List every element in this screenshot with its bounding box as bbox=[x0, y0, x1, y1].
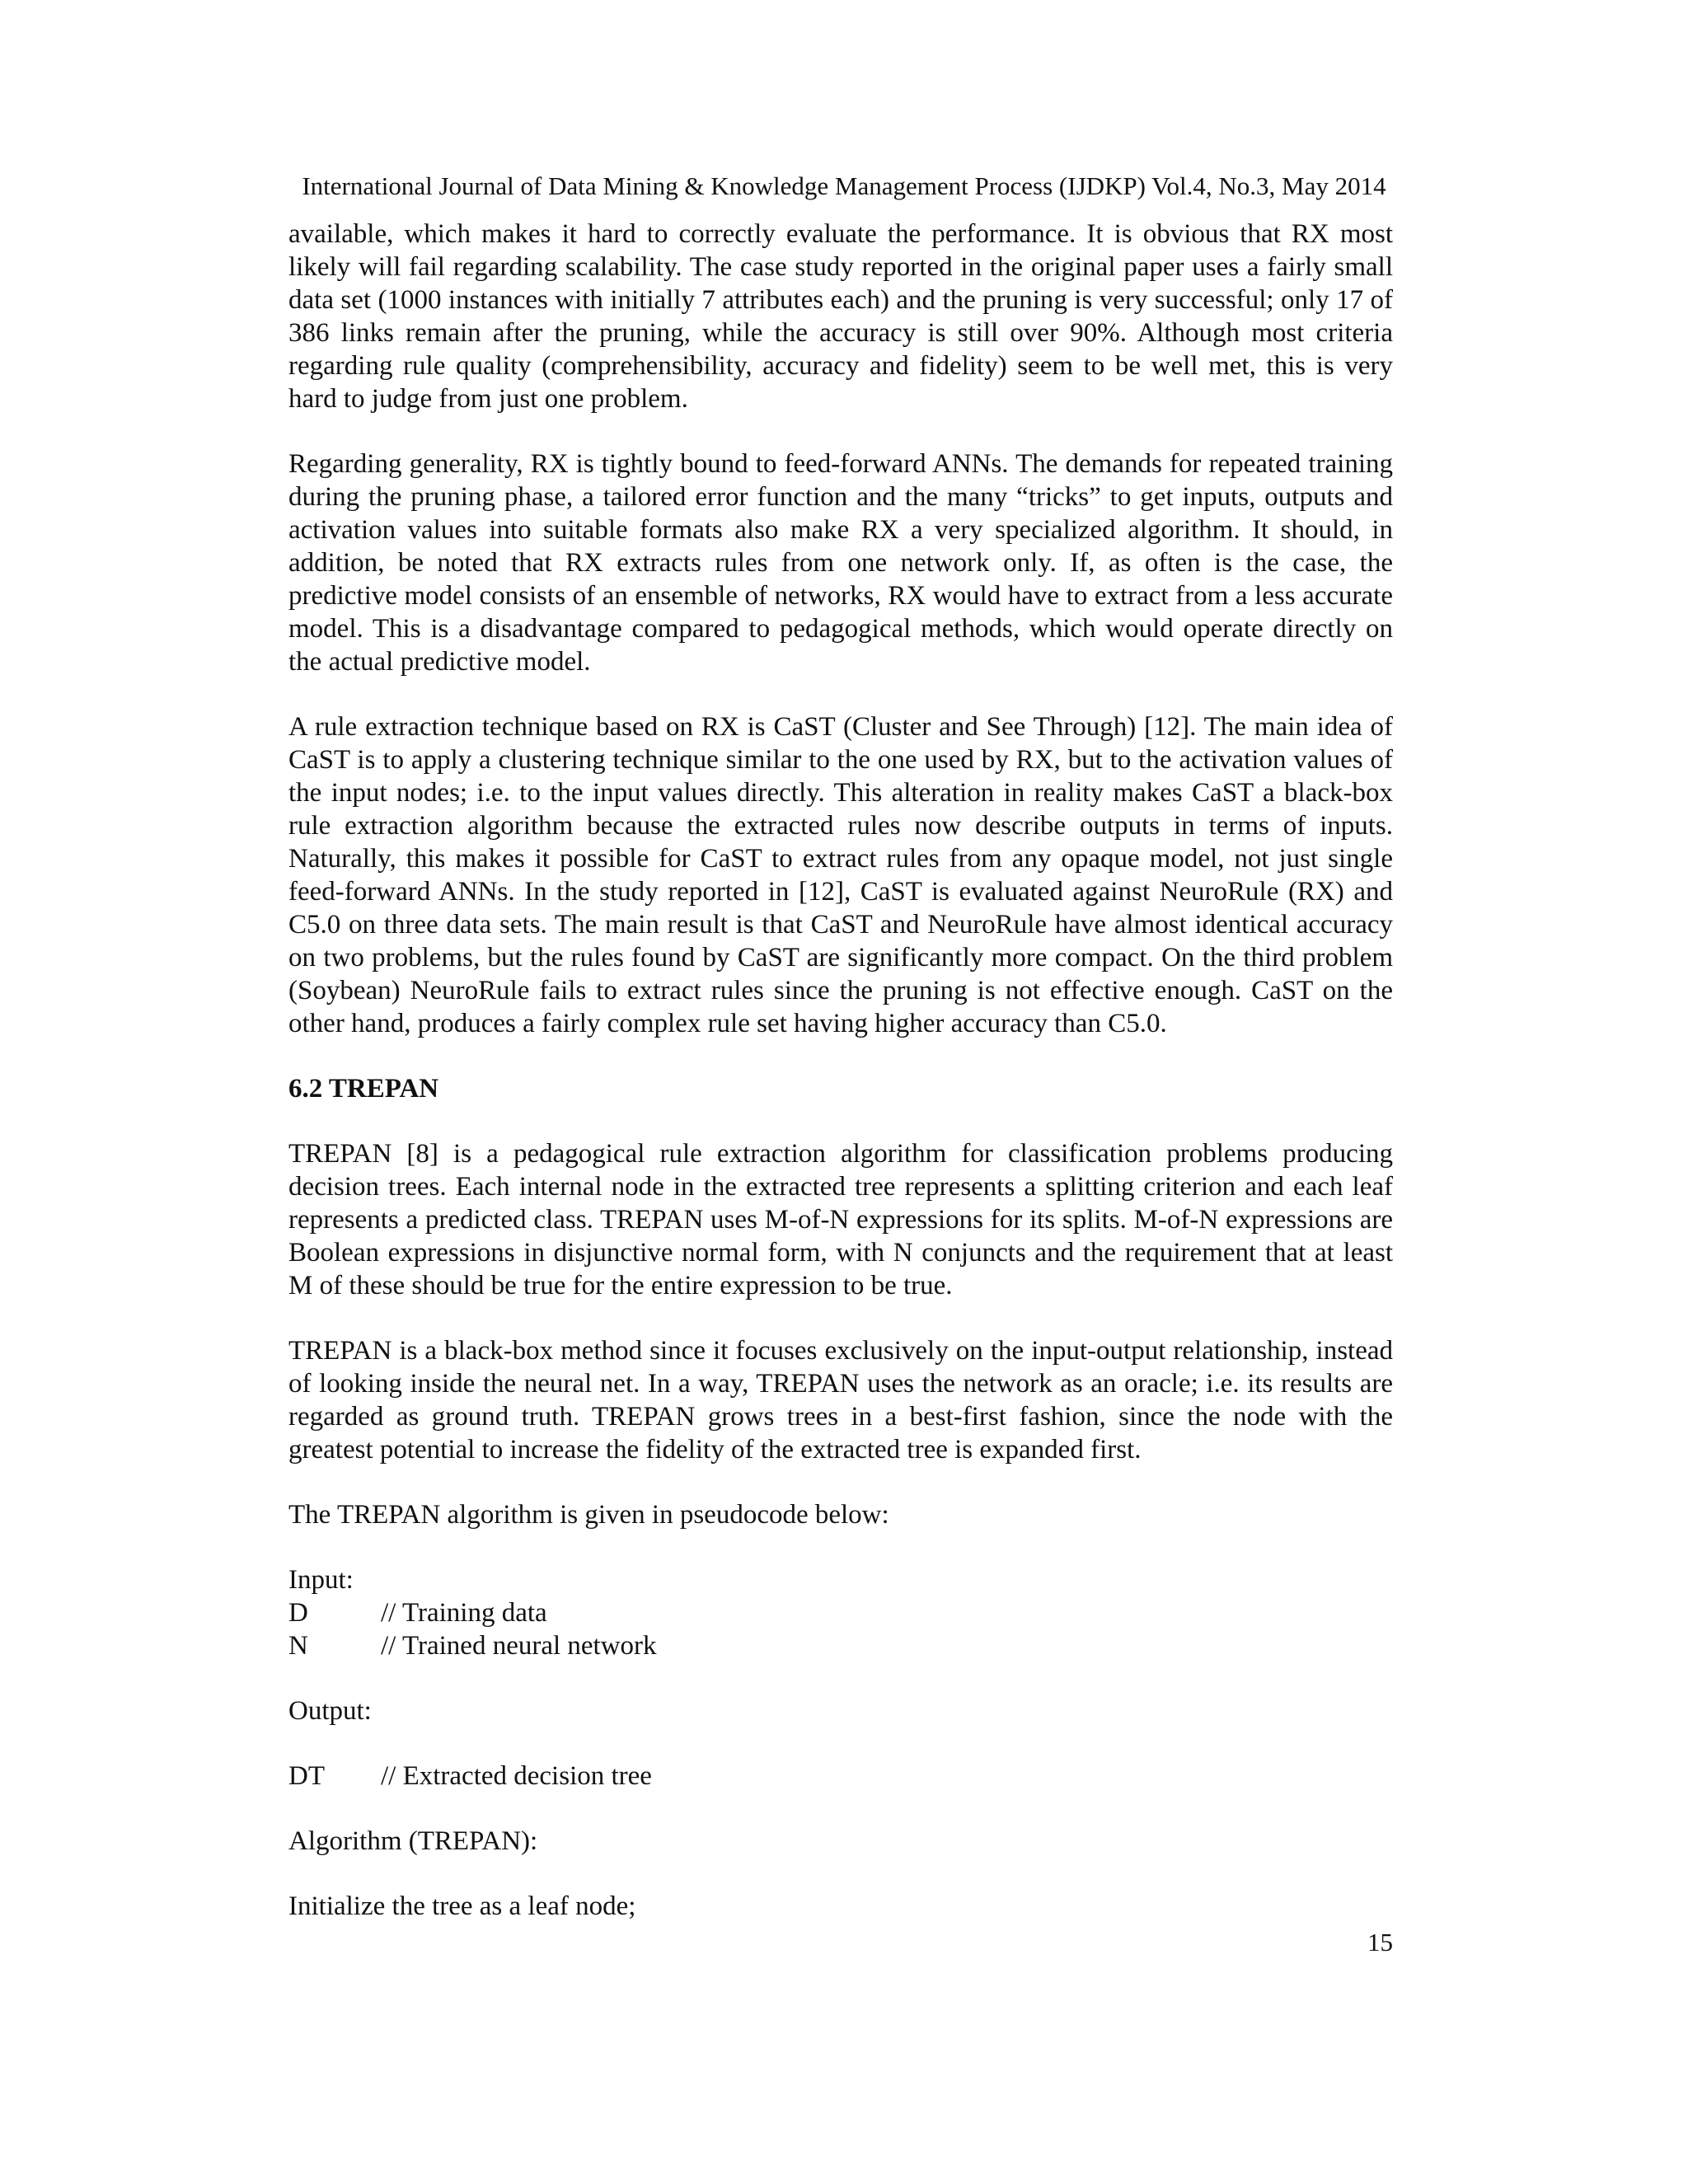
paragraph-trepan-intro: TREPAN [8] is a pedagogical rule extraction algorithm for classification problems producing decision trees. Each internal node in the extracted tree represents a splitting criterion and each leaf represents a predicted class. TREPAN uses M-of-N expressions for its splits. M-of-N expressions are Boolean expressions in disjunctive normal form, with N conjuncts and the requirement that at least M of these should be true for the entire expression to be true. bbox=[288, 1139, 1393, 1301]
pseudocode-input-label: Input: bbox=[288, 1565, 354, 1595]
pseudocode-input-row bbox=[288, 1596, 1393, 1629]
running-header: International Journal of Data Mining & Knowledge Management Process (IJDKP) Vol.4, No.3, May 2014 bbox=[302, 171, 1386, 200]
paragraph-rx-generality: Regarding generality, RX is tightly bound to feed-forward ANNs. The demands for repeated training during the pruning phase, a tailored error function and the many “tricks” to get inputs, outputs and activation values into suitable formats also make RX a very specialized algorithm. It should, in addition, be noted that RX extracts rules from one network only. If, as often is the case, the predictive model consists of an ensemble of networks, RX would have to extract from a less accurate model. This is a disadvantage compared to pedagogical methods, which would operate directly on the actual predictive model. bbox=[288, 449, 1393, 677]
pseudocode-output-row bbox=[288, 1760, 1393, 1793]
paragraph-trepan-blackbox: TREPAN is a black-box method since it focuses exclusively on the input-output relationship, instead of looking inside the neural net. In a way, TREPAN uses the network as an oracle; i.e. its results are regarded as ground truth. TREPAN grows trees in a best-first fashion, since the node with the greatest potential to increase the fidelity of the extracted tree is expanded first. bbox=[288, 1336, 1393, 1465]
pseudocode-algorithm-label: Algorithm (TREPAN): bbox=[288, 1826, 538, 1856]
pseudocode-block bbox=[288, 1563, 1393, 1923]
pseudocode-comment: // Extracted decision tree bbox=[381, 1761, 652, 1791]
paragraph-rx-scalability: available, which makes it hard to correctly evaluate the performance. It is obvious that RX most likely will fail regarding scalability. The case study reported in the original paper uses a fairly small data set (1000 instances with initially 7 attributes each) and the pruning is very successful; only 17 of 386 links remain after the pruning, while the accuracy is still over 90%. Although most criteria regarding rule quality (comprehensibility, accuracy and fidelity) seem to be well met, this is very hard to judge from just one problem. bbox=[288, 219, 1393, 414]
paragraph-cast: A rule extraction technique based on RX is CaST (Cluster and See Through) [12]. The main idea of CaST is to apply a clustering technique similar to the one used by RX, but to the activation values of the input nodes; i.e. to the input values directly. This alteration in reality makes CaST a black-box rule extraction algorithm because the extracted rules now describe outputs in terms of inputs. Naturally, this makes it possible for CaST to extract rules from any opaque model, not just single feed-forward ANNs. In the study reported in [12], CaST is evaluated against NeuroRule (RX) and C5.0 on three data sets. The main result is that CaST and NeuroRule have almost identical accuracy on two problems, but the rules found by CaST are significantly more compact. On the third problem (Soybean) NeuroRule fails to extract rules since the pruning is not effective enough. CaST on the other hand, produces a fairly complex rule set having higher accuracy than C5.0. bbox=[288, 712, 1393, 1038]
pseudocode-comment: // Trained neural network bbox=[381, 1631, 657, 1661]
article-body bbox=[288, 218, 1393, 1923]
page-number: 15 bbox=[1367, 1928, 1393, 1957]
paragraph-pseudocode-intro: The TREPAN algorithm is given in pseudocode below: bbox=[288, 1500, 889, 1530]
pseudocode-comment: // Training data bbox=[381, 1598, 547, 1628]
section-heading-trepan: 6.2 TREPAN bbox=[288, 1074, 439, 1104]
pseudocode-symbol: N bbox=[288, 1631, 308, 1661]
pseudocode-first-step: Initialize the tree as a leaf node; bbox=[288, 1891, 636, 1921]
pseudocode-input-row bbox=[288, 1629, 1393, 1662]
pseudocode-symbol: D bbox=[288, 1598, 308, 1628]
pseudocode-symbol: DT bbox=[288, 1761, 325, 1791]
pseudocode-output-label: Output: bbox=[288, 1696, 372, 1726]
